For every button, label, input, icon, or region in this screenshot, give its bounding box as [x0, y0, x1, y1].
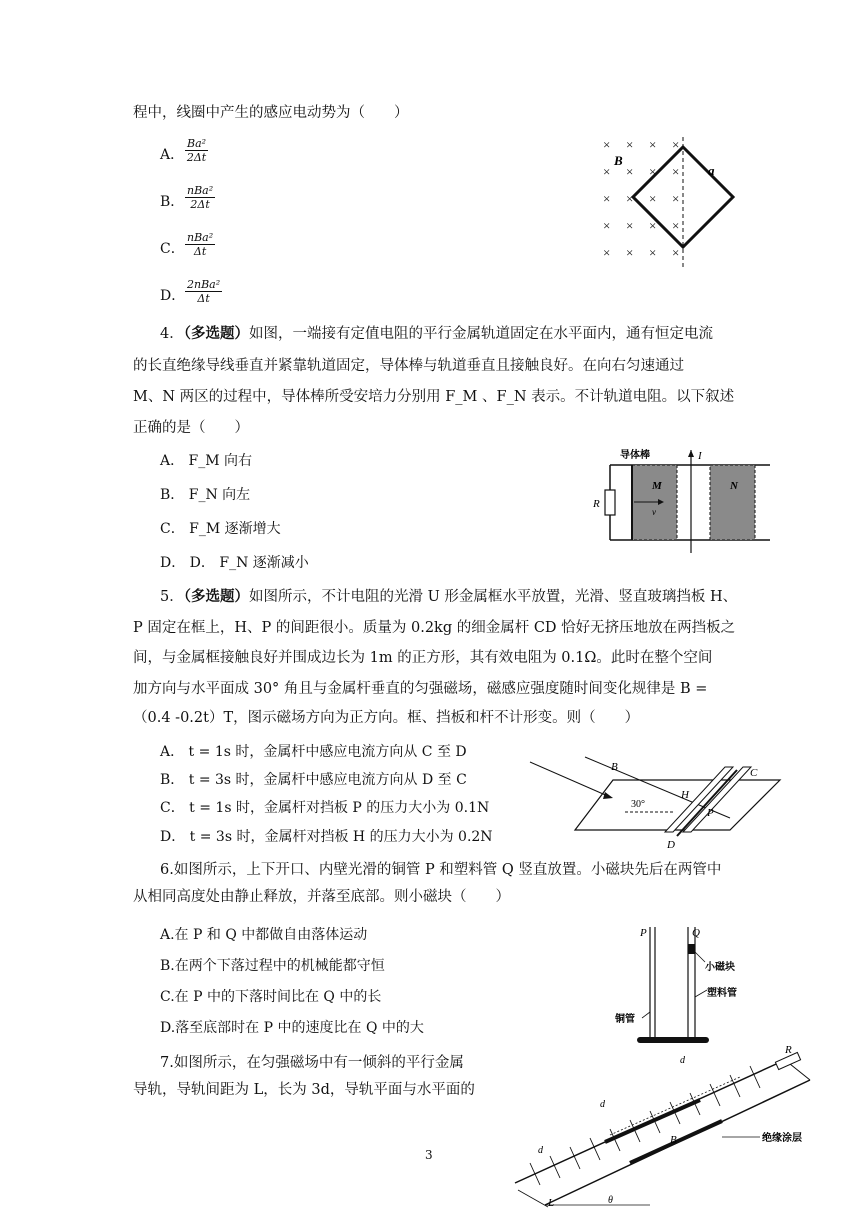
q4-option-c[interactable]: C． F_M 逐渐增大 [160, 521, 281, 537]
resistor [605, 490, 615, 515]
q7-figure [500, 1045, 820, 1216]
region-n [710, 465, 755, 540]
svg-text:B: B [670, 1134, 677, 1146]
svg-text:×: × [626, 218, 634, 233]
q3-stem-tail: 程中，线圈中产生的感应电动势为（ ） [133, 105, 409, 121]
svg-text:×: × [603, 218, 611, 233]
svg-text:×: × [672, 191, 680, 206]
svg-text:×: × [603, 191, 611, 206]
q4-stem-line2: 的长直绝缘导线垂直并紧靠轨道固定，导体棒与轨道垂直且接触良好。在向右匀速通过 [133, 358, 684, 374]
svg-text:P: P [707, 807, 714, 819]
svg-text:R: R [785, 1045, 792, 1056]
q4-stem-line3: M、N 两区的过程中，导体棒所受安培力分别用 F_M 、F_N 表示。不计轨道电阻。以下叙述 [133, 389, 735, 405]
svg-text:P: P [640, 927, 647, 939]
svg-text:M: M [652, 480, 662, 492]
q5-option-b[interactable]: B． t = 3s 时，金属杆中感应电流方向从 D 至 C [160, 772, 467, 788]
svg-text:L: L [548, 1197, 555, 1209]
svg-text:×: × [672, 164, 680, 179]
svg-text:×: × [649, 137, 657, 152]
svg-text:30°: 30° [631, 799, 645, 810]
option-label: B． [160, 194, 185, 210]
q7-stem-line2: 导轨，导轨间距为 L，长为 3d，导轨平面与水平面的 [133, 1082, 475, 1098]
fraction: nBa² Δt [187, 231, 214, 258]
q5-figure [525, 752, 785, 852]
q5-option-d[interactable]: D． t = 3s 时，金属杆对挡板 H 的压力大小为 0.2N [160, 829, 493, 845]
svg-text:×: × [626, 191, 634, 206]
q3-figure [598, 135, 738, 270]
q5-option-c[interactable]: C． t = 1s 时，金属杆对挡板 P 的压力大小为 0.1N [160, 800, 490, 816]
option-label: C． [160, 241, 185, 257]
svg-text:I: I [698, 450, 702, 462]
side-label: a [708, 163, 715, 178]
q6-option-a[interactable]: A.在 P 和 Q 中都做自由落体运动 [160, 927, 368, 943]
svg-text:×: × [603, 137, 611, 152]
svg-text:Q: Q [692, 927, 700, 939]
svg-text:v: v [652, 507, 656, 517]
svg-text:×: × [626, 245, 634, 260]
q5-option-a[interactable]: A． t = 1s 时，金属杆中感应电流方向从 C 至 D [160, 744, 467, 760]
svg-text:×: × [626, 164, 634, 179]
q4-stem-line4: 正确的是（ ） [133, 420, 249, 436]
svg-text:N: N [730, 480, 738, 492]
svg-text:d: d [680, 1055, 685, 1066]
svg-text:×: × [649, 218, 657, 233]
base [637, 1037, 709, 1043]
q6-stem-line2: 从相同高度处由静止释放，并落至底部。则小磁块（ ） [133, 889, 510, 905]
svg-text:×: × [603, 245, 611, 260]
svg-text:×: × [649, 164, 657, 179]
q4-figure [590, 445, 775, 555]
q5-stem-line3: 间，与金属框接触良好并围成边长为 1m 的正方形，其有效电阻为 0.1Ω。此时在整个空间 [133, 650, 713, 666]
q5-stem-line1: 5．（多选题）如图所示，不计电阻的光滑 U 形金属框水平放置，光滑、竖直玻璃挡板 H、 [160, 588, 738, 605]
svg-text:×: × [672, 218, 680, 233]
svg-text:θ: θ [608, 1195, 613, 1206]
svg-text:塑料管: 塑料管 [707, 988, 737, 999]
option-label: D． [160, 288, 186, 304]
q6-option-c[interactable]: C.在 P 中的下落时间比在 Q 中的长 [160, 989, 382, 1005]
svg-text:导体棒: 导体棒 [620, 450, 650, 461]
svg-text:×: × [672, 137, 680, 152]
svg-text:×: × [649, 191, 657, 206]
svg-text:d: d [538, 1145, 543, 1156]
q4-option-b[interactable]: B． F_N 向左 [160, 487, 251, 503]
q6-stem-line1: 6.如图所示，上下开口、内壁光滑的铜管 P 和塑料管 Q 竖直放置。小磁块先后在两管中 [160, 862, 722, 878]
q5-stem-line2: P 固定在框上，H、P 的间距很小。质量为 0.2kg 的细金属杆 CD 恰好无挤压地放在两挡板之 [133, 620, 736, 636]
option-label: A． [160, 147, 185, 163]
q6-option-b[interactable]: B.在两个下落过程中的机械能都守恒 [160, 958, 385, 974]
svg-text:×: × [672, 245, 680, 260]
fraction: $\frac{\text{Ba²}}{2\Delta t}$ [186, 137, 207, 164]
fraction: nBa² 2Δt [187, 184, 214, 211]
svg-text:D: D [667, 839, 675, 851]
fraction: 2nBa² Δt [187, 278, 221, 305]
q6-figure [612, 922, 772, 1052]
q4-option-a[interactable]: A． F_M 向右 [160, 453, 253, 469]
field-label: B [614, 153, 623, 168]
svg-text:C: C [750, 767, 758, 779]
svg-text:×: × [649, 245, 657, 260]
svg-text:×: × [626, 137, 634, 152]
q5-stem-line4: 加方向与水平面成 30° 角且与金属杆垂直的匀强磁场，磁感应强度随时间变化规律是 B = [133, 681, 708, 697]
q4-stem-line1: 4．（多选题）如图，一端接有定值电阻的平行金属轨道固定在水平面内，通有恒定电流 [160, 325, 713, 342]
q6-option-d[interactable]: D.落至底部时在 P 中的速度比在 Q 中的大 [160, 1020, 424, 1036]
page-number: 3 [425, 1148, 433, 1162]
svg-text:小磁块: 小磁块 [705, 962, 735, 973]
svg-text:绝缘涂层: 绝缘涂层 [762, 1133, 802, 1144]
svg-text:×: × [603, 164, 611, 179]
svg-text:H: H [681, 789, 689, 801]
q5-stem-line5: （0.4 -0.2t）T，图示磁场方向为正方向。框、挡板和杆不计形变。则（ ） [133, 710, 640, 726]
svg-text:B: B [611, 761, 618, 773]
svg-text:R: R [593, 498, 600, 510]
q4-option-d[interactable]: D． D． F_N 逐渐减小 [160, 555, 309, 571]
q7-stem-line1: 7.如图所示，在匀强磁场中有一倾斜的平行金属 [160, 1055, 464, 1071]
magnet-block [688, 944, 695, 954]
svg-text:铜管: 铜管 [615, 1014, 635, 1025]
svg-text:d: d [600, 1099, 605, 1110]
